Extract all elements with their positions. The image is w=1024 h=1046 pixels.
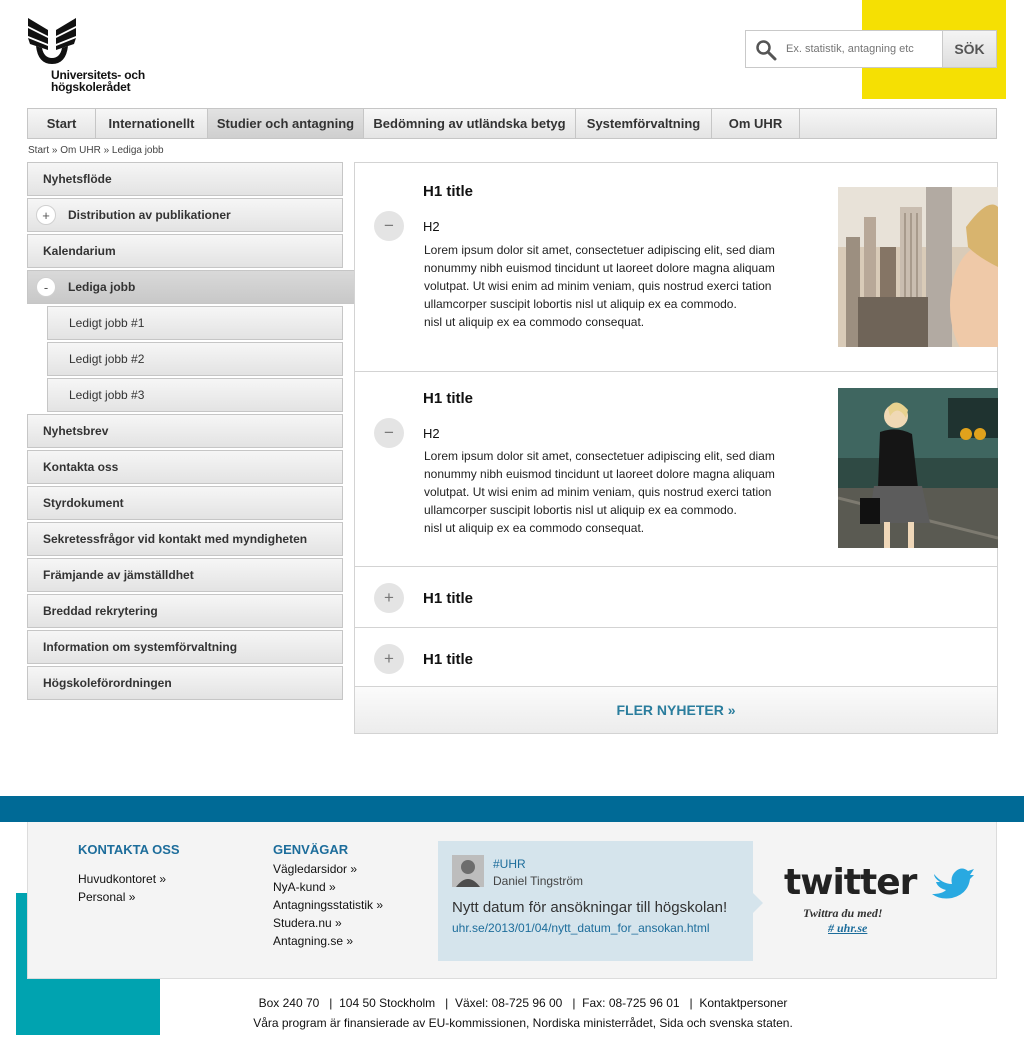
top-navigation bbox=[27, 108, 997, 139]
news-h2: H2 bbox=[423, 219, 440, 234]
news-h1[interactable]: H1 title bbox=[423, 651, 474, 668]
avatar[interactable] bbox=[452, 855, 484, 887]
sidebar-item-distribution[interactable] bbox=[27, 198, 343, 232]
expand-icon[interactable]: + bbox=[374, 583, 404, 613]
collapse-icon[interactable]: - bbox=[36, 277, 56, 297]
news-body bbox=[424, 241, 804, 331]
news-item[interactable] bbox=[355, 567, 997, 628]
body-line: nisl ut aliquip ex ea commodo consequat. bbox=[424, 521, 645, 535]
collapse-icon[interactable]: − bbox=[374, 418, 404, 448]
sidebar-item-kalendarium[interactable] bbox=[27, 234, 343, 268]
sidebar-subitem-jobb-3[interactable] bbox=[47, 378, 343, 412]
sidebar-item-label: Breddad rekrytering bbox=[43, 604, 158, 618]
tweet-card bbox=[438, 841, 753, 961]
sidebar-item-label: Lediga jobb bbox=[68, 280, 136, 294]
uhr-emblem-icon bbox=[26, 16, 78, 68]
twitter-hashtag-link[interactable]: # uhr.se bbox=[828, 921, 868, 935]
sidebar-item-styrdokument[interactable] bbox=[27, 486, 343, 520]
body-line: ullamcorper suscipit lobortis nisl ut aliquip ex ea commodo. bbox=[424, 297, 737, 311]
footer-link-antagning[interactable]: Antagning.se » bbox=[273, 934, 354, 948]
sidebar-item-label: Nyhetsbrev bbox=[43, 424, 109, 438]
body-line: nonummy nibh euismod tincidunt ut laoreet dolore magna aliquam bbox=[424, 261, 775, 275]
body-line: Lorem ipsum dolor sit amet, consectetuer adipiscing elit, sed diam bbox=[424, 449, 775, 463]
body-line: Lorem ipsum dolor sit amet, consectetuer adipiscing elit, sed diam bbox=[424, 243, 775, 257]
sidebar-item-jamstalldhet[interactable] bbox=[27, 558, 343, 592]
twitter-logo[interactable] bbox=[782, 862, 982, 942]
footer-link-personal[interactable]: Personal » bbox=[78, 890, 136, 904]
sidebar-item-sekretessfragor[interactable] bbox=[27, 522, 343, 556]
footer-blue-bar bbox=[0, 796, 1024, 822]
logo-line-1: Universitets- och bbox=[51, 68, 145, 82]
footer-link-huvudkontoret[interactable]: Huvudkontoret » bbox=[78, 872, 167, 886]
tweet-link[interactable]: uhr.se/2013/01/04/nytt_datum_for_ansokan.html bbox=[452, 921, 710, 935]
shortcuts-heading: GENVÄGAR bbox=[273, 842, 349, 857]
uhr-logo[interactable] bbox=[26, 16, 166, 96]
sidebar-subitem-jobb-1[interactable] bbox=[47, 306, 343, 340]
sidebar-item-label: Ledigt jobb #1 bbox=[69, 316, 145, 330]
sidebar-item-label: Ledigt jobb #3 bbox=[69, 388, 145, 402]
tweet-author[interactable]: Daniel Tingström bbox=[493, 874, 584, 888]
search-button[interactable]: SÖK bbox=[942, 31, 996, 67]
sidebar-item-nyhetsflode[interactable] bbox=[27, 162, 343, 196]
sidebar-item-label: Information om systemförvaltning bbox=[43, 640, 238, 654]
tweet-hashtag[interactable]: #UHR bbox=[493, 857, 526, 871]
sidebar-item-label: Högskoleförordningen bbox=[43, 676, 172, 690]
sidebar-item-label: Nyhetsflöde bbox=[43, 172, 112, 186]
news-h1[interactable]: H1 title bbox=[423, 590, 474, 607]
more-news-button[interactable]: FLER NYHETER » bbox=[355, 687, 997, 733]
nav-systemforvaltning[interactable]: Systemförvaltning bbox=[576, 109, 712, 138]
contact-heading: KONTAKTA OSS bbox=[78, 842, 180, 857]
logo-line-2: högskolerådet bbox=[51, 80, 131, 94]
news-h2: H2 bbox=[423, 426, 440, 441]
footer-link-nya-kund[interactable]: NyA-kund » bbox=[273, 880, 336, 894]
sidebar-item-label: Ledigt jobb #2 bbox=[69, 352, 145, 366]
sidebar-item-label: Sekretessfrågor vid kontakt med myndigheten bbox=[43, 532, 308, 546]
nav-studier-och-antagning[interactable]: Studier och antagning bbox=[208, 109, 364, 138]
body-line: nisl ut aliquip ex ea commodo consequat. bbox=[424, 315, 645, 329]
sidebar-item-hogskoleforordningen[interactable] bbox=[27, 666, 343, 700]
body-line: ullamcorper suscipit lobortis nisl ut aliquip ex ea commodo. bbox=[424, 503, 737, 517]
subway-photo bbox=[838, 388, 998, 548]
tweet-message: Nytt datum för ansökningar till högskolan! bbox=[452, 899, 728, 916]
search-bar bbox=[745, 30, 997, 68]
collapse-icon[interactable]: − bbox=[374, 211, 404, 241]
news-item bbox=[355, 163, 997, 372]
footer-address bbox=[0, 993, 1024, 1033]
city-photo bbox=[838, 187, 998, 347]
nav-bedomning[interactable]: Bedömning av utländska betyg bbox=[364, 109, 576, 138]
twitter-bird-icon bbox=[932, 866, 974, 900]
news-h1[interactable]: H1 title bbox=[423, 390, 474, 407]
news-panel bbox=[354, 162, 998, 734]
twitter-wordmark: twitter bbox=[784, 862, 917, 903]
nav-start[interactable]: Start bbox=[28, 109, 96, 138]
sidebar-item-label: Kalendarium bbox=[43, 244, 116, 258]
footer-link-antagningsstatistik[interactable]: Antagningsstatistik » bbox=[273, 898, 384, 912]
body-line: volutpat. Ut wisi enim ad minim veniam, quis nostrud exerci tation bbox=[424, 279, 772, 293]
news-body bbox=[424, 447, 804, 537]
sidebar-item-label: Distribution av publikationer bbox=[68, 208, 231, 222]
news-h1[interactable]: H1 title bbox=[423, 183, 474, 200]
sidebar-item-label: Främjande av jämställdhet bbox=[43, 568, 194, 582]
body-line: volutpat. Ut wisi enim ad minim veniam, quis nostrud exerci tation bbox=[424, 485, 772, 499]
sidebar-item-label: Kontakta oss bbox=[43, 460, 119, 474]
news-item[interactable] bbox=[355, 628, 997, 687]
body-line: nonummy nibh euismod tincidunt ut laoreet dolore magna aliquam bbox=[424, 467, 775, 481]
expand-icon[interactable]: + bbox=[374, 644, 404, 674]
sidebar-item-systemforvaltning[interactable] bbox=[27, 630, 343, 664]
sidebar-item-breddad-rekrytering[interactable] bbox=[27, 594, 343, 628]
nav-internationellt[interactable]: Internationellt bbox=[96, 109, 208, 138]
sidebar-item-nyhetsbrev[interactable] bbox=[27, 414, 343, 448]
sidebar-item-label: Styrdokument bbox=[43, 496, 124, 510]
search-input[interactable] bbox=[786, 39, 936, 59]
footer-link-studera[interactable]: Studera.nu » bbox=[273, 916, 342, 930]
sidebar-item-kontakta-oss[interactable] bbox=[27, 450, 343, 484]
search-icon bbox=[755, 39, 777, 61]
breadcrumb[interactable]: Start » Om UHR » Lediga jobb bbox=[28, 145, 164, 156]
nav-om-uhr[interactable]: Om UHR bbox=[712, 109, 800, 138]
sidebar-item-lediga-jobb[interactable] bbox=[27, 270, 355, 304]
funding-line: Våra program är finansierade av EU-kommissionen, Nordiska ministerrådet, Sida och svenska staten. bbox=[253, 1016, 793, 1030]
sidebar-subitem-jobb-2[interactable] bbox=[47, 342, 343, 376]
footer-link-vagledarsidor[interactable]: Vägledarsidor » bbox=[273, 862, 358, 876]
twitter-tagline: Twittra du med! bbox=[803, 906, 883, 920]
address-line: Box 240 70 | 104 50 Stockholm | Växel: 08-725 96 00 | Fax: 08-725 96 01 | Kontaktpersoner bbox=[258, 996, 788, 1010]
news-item bbox=[355, 372, 997, 567]
tweet-pointer bbox=[753, 893, 763, 913]
expand-icon[interactable]: + bbox=[36, 205, 56, 225]
